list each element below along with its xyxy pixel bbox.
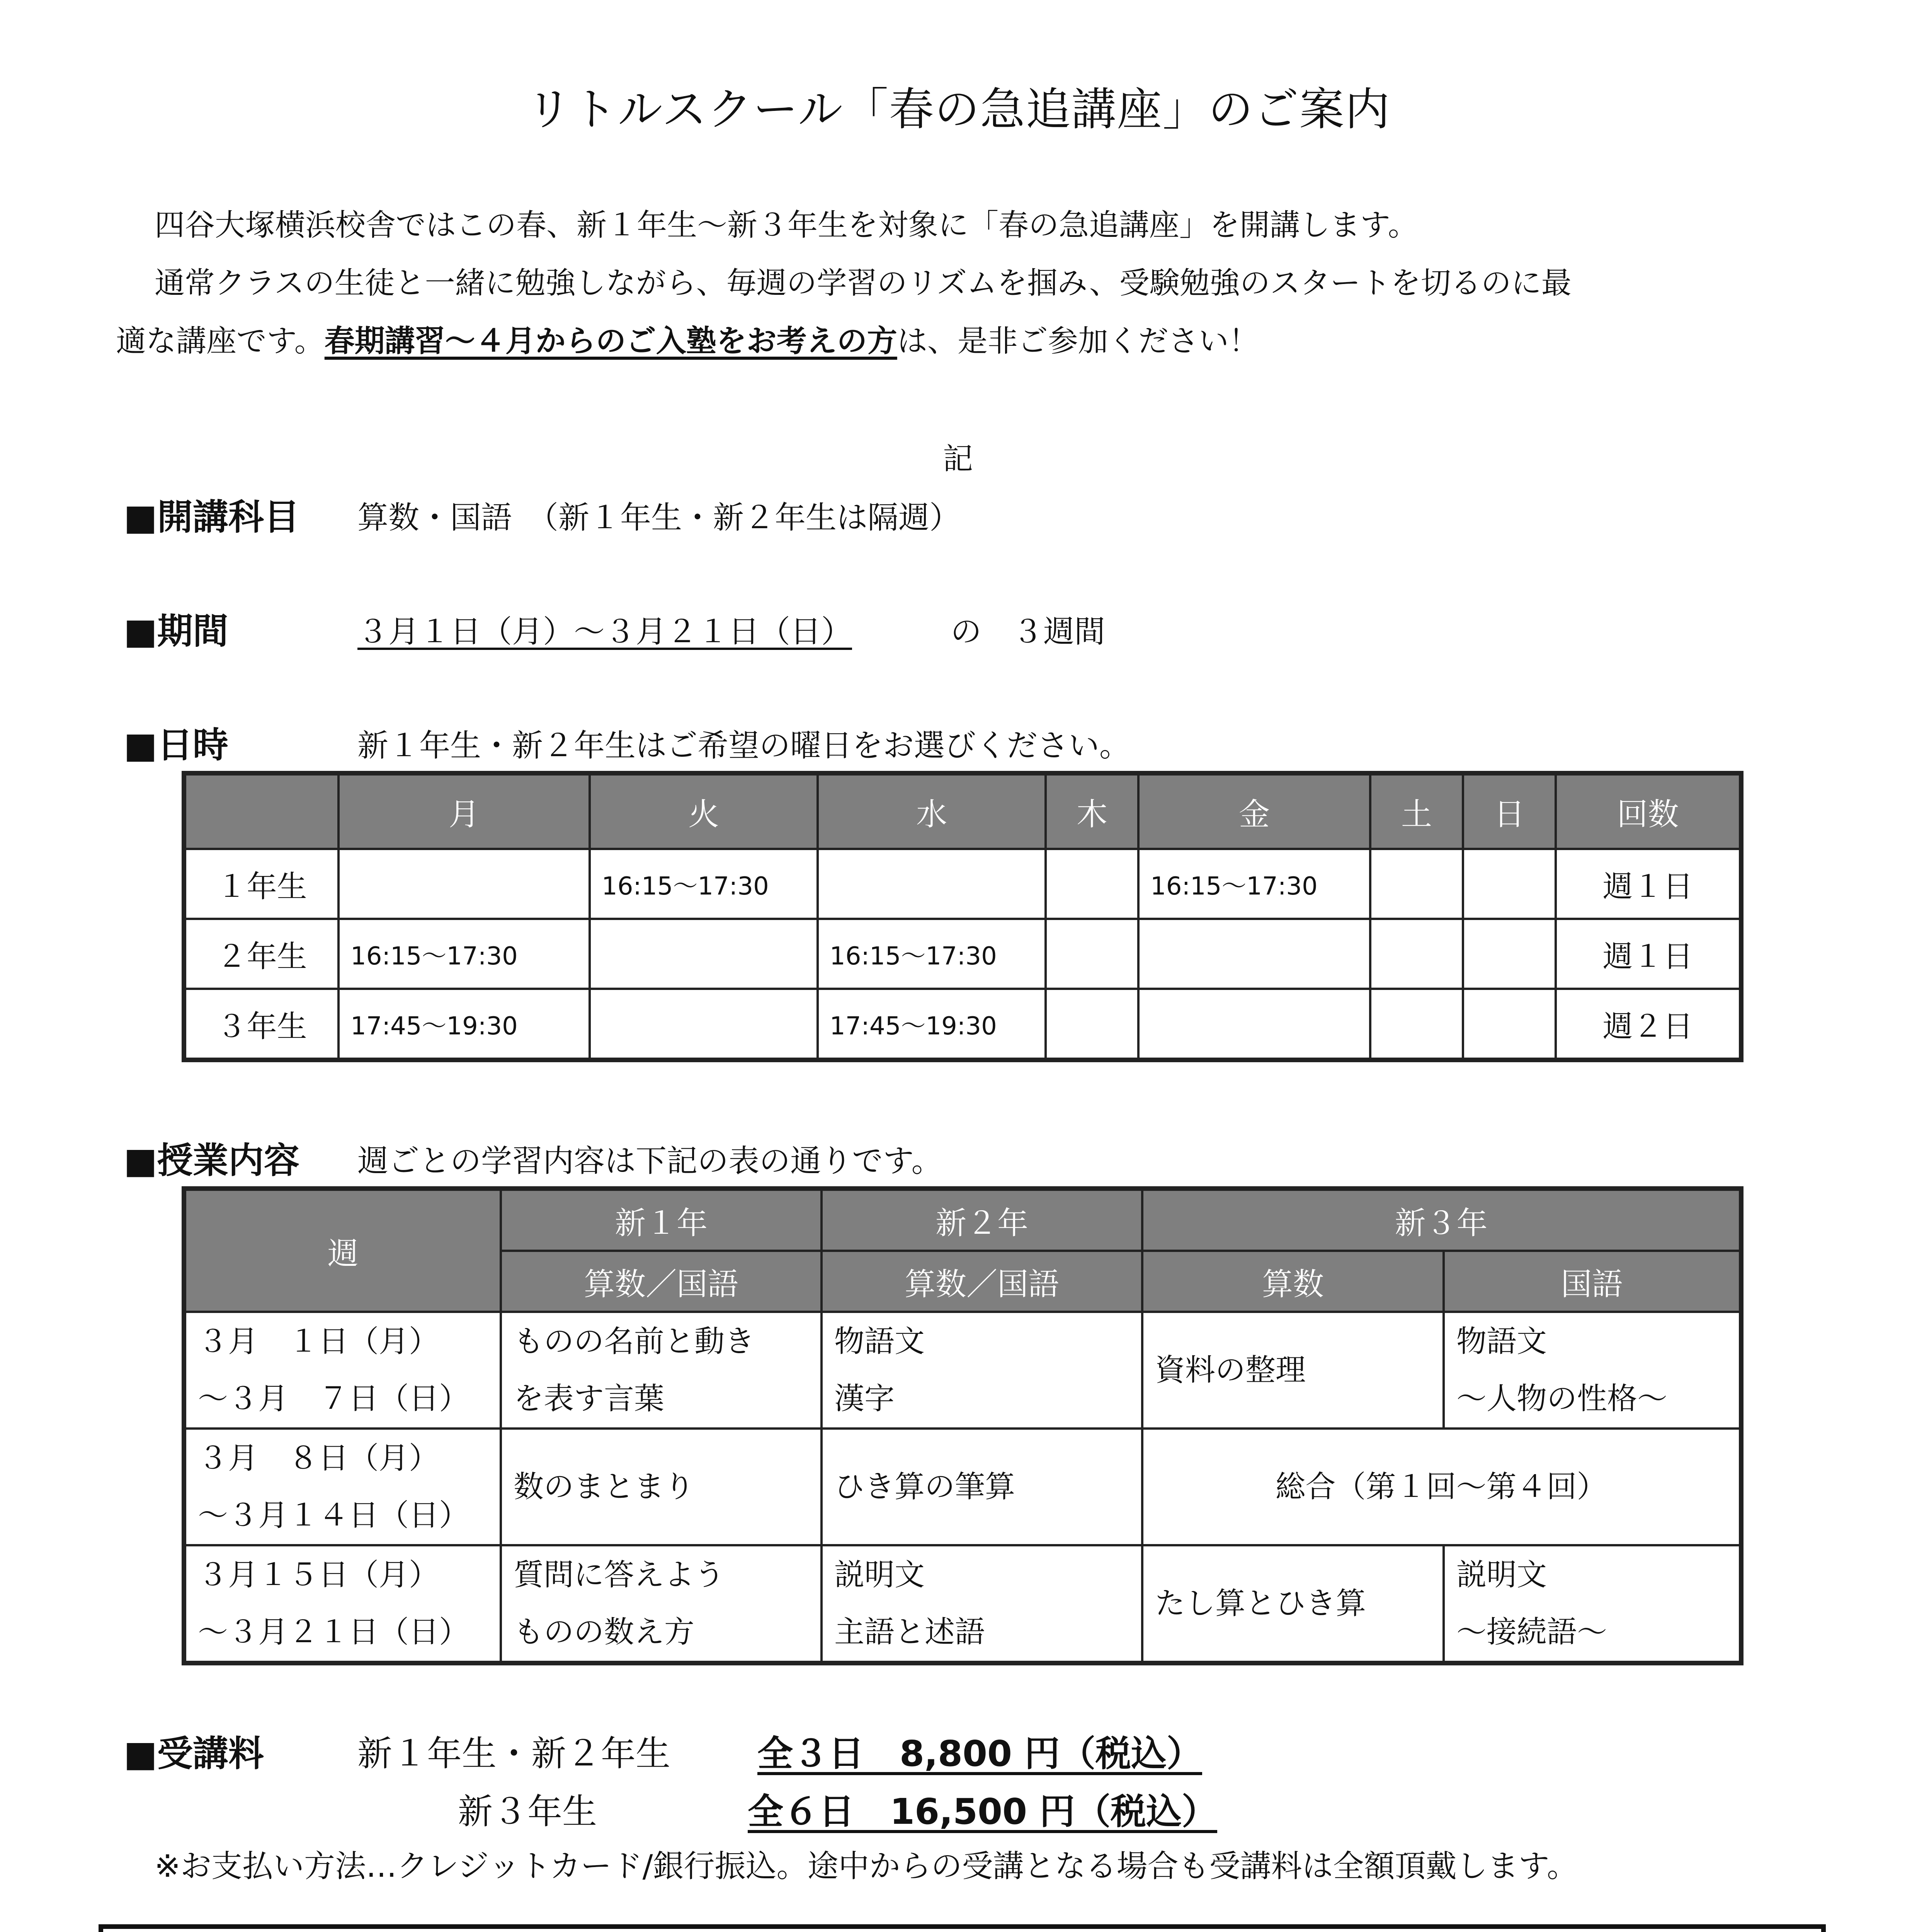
week-cell [184,1545,501,1663]
time-cell: 17:45～19:30 [818,989,1046,1060]
time-cell: 16:15～17:30 [1138,849,1370,919]
fee-grade-12: 新１年生・新２年生 [357,1733,670,1774]
lesson-line: ～接続語～ [1456,1615,1607,1650]
schedule-header-cell [184,773,338,849]
lesson-line: 質問に答えよう [514,1558,725,1592]
schedule-header-row [184,773,1741,849]
page-title: リトルスクール「春の急追講座」のご案内 [526,83,1391,136]
table-row [184,989,1741,1060]
time-cell [590,989,818,1060]
subjects-text: 算数・国語 （新１年生・新２年生は隔週） [357,500,960,536]
lesson-line: 物語文 [834,1324,925,1359]
enrollment-flow-box [99,1924,1826,1932]
intro-highlight: 春期講習～４月からのご入塾をお考えの方 [324,324,897,359]
intro-line-2: 通常クラスの生徒と一緒に勉強しながら、毎週の学習のリズムを掴み、受験勉強のスタートを切るのに最 [155,266,1572,301]
week-cell [184,1429,501,1545]
schedule-header-cell: 回数 [1556,773,1741,849]
schedule-header-cell: 土 [1370,773,1463,849]
subjects-label: ■開講科目 [124,497,299,538]
lesson-line: 漢字 [834,1381,895,1416]
lesson-cell [1444,1312,1741,1429]
time-cell: 16:15～17:30 [818,919,1046,989]
time-cell [1463,849,1556,919]
content-label: ■授業内容 [124,1140,299,1181]
week-end: ～３月 ７日（日） [198,1381,469,1416]
lesson-line: 説明文 [834,1558,925,1592]
week-end: ～３月１４日（日） [198,1498,469,1533]
lesson-line: ～人物の性格～ [1456,1381,1668,1416]
table-row [184,1545,1741,1663]
intro-line-1: 四谷大塚横浜校舎ではこの春、新１年生～新３年生を対象に「春の急追講座」を開講します。 [155,208,1418,243]
header-grade-1: 新１年 [501,1189,822,1251]
time-cell [1138,989,1370,1060]
lesson-line: を表す言葉 [514,1381,665,1416]
lesson-cell [501,1545,822,1663]
schedule-table [182,771,1744,1062]
time-cell: 16:15～17:30 [590,849,818,919]
header-week: 週 [184,1189,501,1312]
grade-cell: １年生 [184,849,338,919]
schedule-header-cell: 水 [818,773,1046,849]
fee-note: ※お支払い方法…クレジットカード/銀行振込。途中からの受講となる場合も受講料は全額頂戴します。 [155,1848,1578,1884]
period-label: ■期間 [124,611,228,652]
period-dates: ３月１日（月）～３月２１日（日） [357,614,852,650]
lesson-cell [822,1312,1142,1429]
time-cell [1370,919,1463,989]
time-cell: 16:15～17:30 [338,919,590,989]
time-cell [1463,989,1556,1060]
time-cell [818,849,1046,919]
week-cell [184,1312,501,1429]
week-start: ３月 １日（月） [198,1324,439,1359]
lesson-line: ものの数え方 [514,1615,695,1650]
time-cell [1046,989,1138,1060]
lesson-cell [1444,1545,1741,1663]
content-header-row [184,1189,1741,1251]
grade-cell: ３年生 [184,989,338,1060]
table-row [184,1312,1741,1429]
time-cell [1046,849,1138,919]
intro-line-3-pre: 適な講座です。 [116,324,325,359]
table-row [184,919,1741,989]
schedule-header-cell: 日 [1463,773,1556,849]
content-note: 週ごとの学習内容は下記の表の通りです。 [357,1143,942,1179]
schedule-header-cell: 金 [1138,773,1370,849]
lesson-line: 主語と述語 [834,1615,985,1650]
week-start: ３月１５日（月） [198,1558,439,1592]
lesson-cell: 総合（第１回～第４回） [1142,1429,1741,1545]
schedule-header-cell: 木 [1046,773,1138,849]
fee-grade-12-price: 全３日 8,800 円（税込） [757,1733,1203,1774]
time-cell [1046,919,1138,989]
schedule-label: ■日時 [124,724,228,766]
fee-label: ■受講料 [124,1733,264,1774]
schedule-note: 新１年生・新２年生はご希望の曜日をお選びください。 [357,728,1130,764]
subheader-grade-1: 算数／国語 [501,1251,822,1312]
time-cell [1370,849,1463,919]
week-start: ３月 ８日（月） [198,1441,439,1476]
header-grade-2: 新２年 [822,1189,1142,1251]
lesson-line: 物語文 [1456,1324,1547,1359]
time-cell [1463,919,1556,989]
count-cell: 週１日 [1556,849,1741,919]
period-suffix: の ３週間 [951,614,1105,650]
time-cell [590,919,818,989]
lesson-cell: たし算とひき算 [1142,1545,1444,1663]
lesson-line: 説明文 [1456,1558,1547,1592]
intro-line-3 [116,317,1259,360]
schedule-header-cell: 月 [338,773,590,849]
lesson-cell: ひき算の筆算 [822,1429,1142,1545]
time-cell: 17:45～19:30 [338,989,590,1060]
time-cell [1370,989,1463,1060]
subheader-grade-2: 算数／国語 [822,1251,1142,1312]
time-cell [338,849,590,919]
ki-marker: 記 [943,442,973,476]
grade-cell: ２年生 [184,919,338,989]
fee-grade-3-price: 全６日 16,500 円（税込） [748,1791,1218,1832]
table-row [184,849,1741,919]
schedule-header-cell: 火 [590,773,818,849]
count-cell: 週１日 [1556,919,1741,989]
subheader-grade-3-math: 算数 [1142,1251,1444,1312]
intro-line-3-post: は、是非ご参加ください！ [897,324,1259,359]
week-end: ～３月２１日（日） [198,1615,469,1650]
fee-grade-3: 新３年生 [458,1791,597,1832]
subheader-grade-3-japanese: 国語 [1444,1251,1741,1312]
lesson-cell: 資料の整理 [1142,1312,1444,1429]
count-cell: 週２日 [1556,989,1741,1060]
lesson-cell [501,1312,822,1429]
lesson-line: ものの名前と動き [514,1324,755,1359]
content-table [182,1186,1744,1665]
time-cell [1138,919,1370,989]
header-grade-3: 新３年 [1142,1189,1741,1251]
table-row [184,1429,1741,1545]
lesson-cell [822,1545,1142,1663]
lesson-cell: 数のまとまり [501,1429,822,1545]
